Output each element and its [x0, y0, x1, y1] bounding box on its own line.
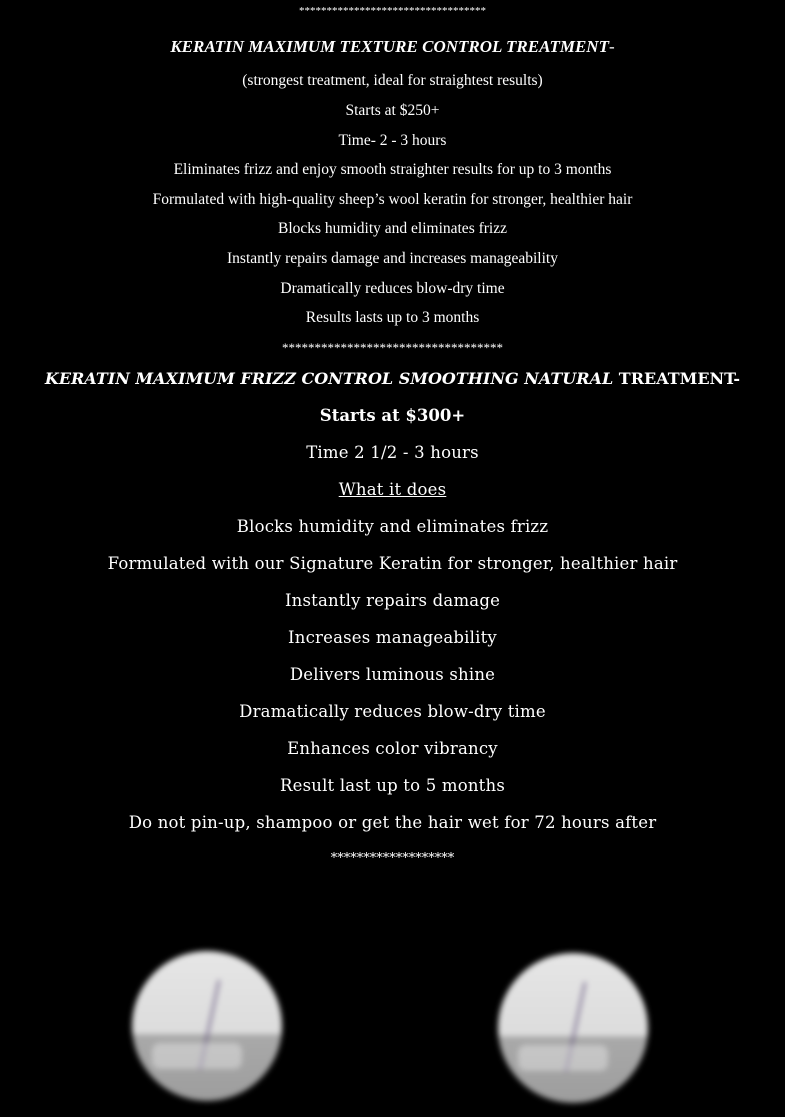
photo-circle: [498, 953, 648, 1103]
aftercare-note: Do not pin-up, shampoo or get the hair wet for 72 hours after: [128, 813, 657, 832]
benefit-item: Enhances color vibrancy: [287, 739, 498, 758]
benefit-item: Delivers luminous shine: [289, 665, 496, 684]
benefit-item: Blocks humidity and eliminates frizz: [236, 517, 549, 536]
what-it-does-heading: [0, 482, 785, 499]
treatment-title-dash: -: [608, 37, 615, 56]
treatment-price: Starts at $250+: [345, 102, 440, 119]
benefit-item: Result last up to 5 months: [279, 776, 505, 795]
treatment-title-italic: KERATIN MAXIMUM FRIZZ CONTROL SMOOTHING NATURAL: [44, 369, 619, 388]
separator-stars-top: **********************************: [299, 5, 486, 17]
benefit-item: Results lasts up to 3 months: [305, 309, 480, 326]
separator-stars-middle: **********************************: [282, 340, 503, 355]
treatment-price: Starts at $300+: [319, 406, 466, 425]
treatment-photo-right[interactable]: [490, 947, 658, 1115]
benefit-item: Dramatically reduces blow-dry time: [239, 702, 546, 721]
benefit-item: Dramatically reduces blow-dry time: [280, 280, 505, 297]
what-it-does-text: What it does: [338, 480, 447, 499]
benefit-item: Blocks humidity and eliminates frizz: [277, 220, 507, 237]
photo-circle: [132, 951, 282, 1101]
benefit-item: Formulated with our Signature Keratin for stronger, healthier hair: [107, 554, 678, 573]
benefit-item: Formulated with high-quality sheep’s wool keratin for stronger, healthier hair: [152, 191, 633, 208]
treatment-title-rest: TREATMENT-: [618, 369, 741, 388]
treatment-subtitle: (strongest treatment, ideal for straightest results): [242, 72, 543, 89]
benefit-item: Instantly repairs damage: [284, 591, 501, 610]
treatment-title-text: KERATIN MAXIMUM TEXTURE CONTROL TREATMENT: [170, 37, 609, 56]
treatment-photo-left[interactable]: [124, 945, 292, 1113]
treatment-time: Time- 2 - 3 hours: [338, 132, 447, 149]
treatment-title-frizz-control: [0, 371, 785, 387]
benefit-item: Increases manageability: [288, 628, 497, 647]
treatment-title-texture-control: [0, 38, 785, 55]
treatment-time: Time 2 1/2 - 3 hours: [306, 443, 479, 462]
separator-stars-bottom: *******************: [330, 851, 455, 866]
benefit-item: Instantly repairs damage and increases manageability: [227, 250, 558, 267]
photo-detail: [152, 1043, 242, 1069]
benefit-item: Eliminates frizz and enjoy smooth straighter results for up to 3 months: [173, 161, 612, 178]
photo-detail: [518, 1045, 608, 1071]
